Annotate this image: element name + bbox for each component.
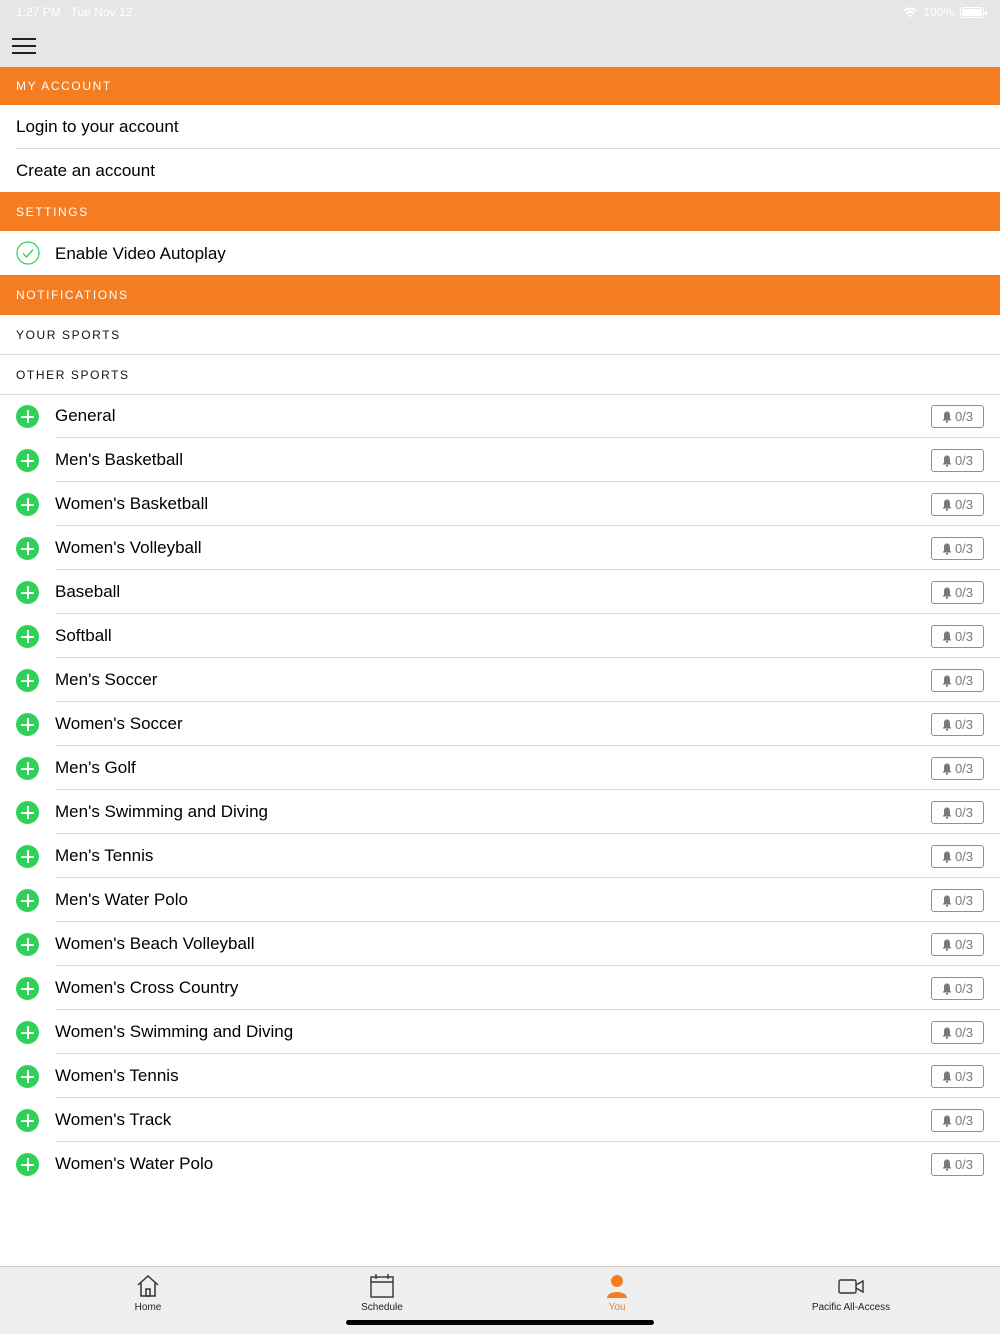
notification-count-badge[interactable]	[931, 1153, 984, 1176]
bell-icon	[942, 587, 952, 599]
video-camera-icon	[838, 1273, 864, 1299]
sport-row	[0, 834, 1000, 878]
notification-count-badge[interactable]	[931, 581, 984, 604]
notification-count: 0/3	[954, 849, 974, 864]
sport-name: Men's Tennis	[55, 846, 154, 865]
sport-row	[0, 1098, 1000, 1142]
sport-row	[0, 482, 1000, 526]
tab-home[interactable]	[23, 1267, 273, 1327]
notification-count-badge[interactable]	[931, 625, 984, 648]
add-circle-icon[interactable]	[16, 537, 39, 560]
home-icon	[135, 1273, 161, 1299]
tab-schedule[interactable]	[257, 1267, 507, 1327]
sport-row	[0, 790, 1000, 834]
sport-name: Women's Basketball	[55, 494, 209, 513]
bell-icon	[942, 631, 952, 643]
bell-icon	[942, 895, 952, 907]
notification-count-badge[interactable]	[931, 537, 984, 560]
sport-name: Men's Golf	[55, 758, 136, 777]
notification-count: 0/3	[954, 541, 974, 556]
battery-percent: 100%	[923, 5, 954, 19]
status-time: 1:27 PM Tue Nov 12	[16, 5, 133, 19]
sport-name: Men's Swimming and Diving	[55, 802, 268, 821]
sport-name: Women's Track	[55, 1110, 172, 1129]
add-circle-icon[interactable]	[16, 889, 39, 912]
tab-home-label: Home	[134, 1302, 162, 1313]
notification-count: 0/3	[954, 1113, 974, 1128]
sport-row	[0, 702, 1000, 746]
sport-name: Men's Basketball	[55, 450, 183, 469]
sport-row	[0, 394, 1000, 438]
notification-count: 0/3	[954, 893, 974, 908]
add-circle-icon[interactable]	[16, 1109, 39, 1132]
sport-name: Men's Water Polo	[55, 890, 188, 909]
nav-bar	[0, 24, 1000, 67]
bell-icon	[942, 939, 952, 951]
notification-count-badge[interactable]	[931, 757, 984, 780]
status-right	[903, 5, 984, 19]
notification-count-badge[interactable]	[931, 669, 984, 692]
notification-count-badge[interactable]	[931, 1065, 984, 1088]
notification-count: 0/3	[954, 761, 974, 776]
video-autoplay-label: Enable Video Autoplay	[55, 244, 226, 263]
tab-pacific-all-access[interactable]	[726, 1267, 976, 1327]
sport-name: Women's Cross Country	[55, 978, 239, 997]
wifi-icon	[903, 7, 917, 18]
notification-count: 0/3	[954, 409, 974, 424]
your-sports-label: YOUR SPORTS	[16, 328, 121, 342]
sport-row	[0, 922, 1000, 966]
notification-count: 0/3	[954, 629, 974, 644]
sport-name: Women's Soccer	[55, 714, 183, 733]
sport-row	[0, 746, 1000, 790]
bell-icon	[942, 1115, 952, 1127]
your-sports-header	[0, 315, 1000, 355]
bell-icon	[942, 719, 952, 731]
sport-row	[0, 878, 1000, 922]
add-circle-icon[interactable]	[16, 1153, 39, 1176]
add-circle-icon[interactable]	[16, 801, 39, 824]
sport-name: General	[55, 406, 116, 425]
sport-name: Softball	[55, 626, 112, 645]
notification-count: 0/3	[954, 497, 974, 512]
sport-row	[0, 658, 1000, 702]
tab-you-label: You	[608, 1302, 626, 1313]
video-autoplay-row[interactable]	[0, 231, 1000, 275]
sport-row	[0, 1054, 1000, 1098]
bell-icon	[942, 1159, 952, 1171]
notification-count: 0/3	[954, 981, 974, 996]
create-account-row[interactable]	[0, 149, 1000, 192]
sport-row	[0, 1142, 1000, 1186]
bell-icon	[942, 807, 952, 819]
add-circle-icon[interactable]	[16, 933, 39, 956]
sport-name: Women's Swimming and Diving	[55, 1022, 294, 1041]
sport-row	[0, 614, 1000, 658]
bell-icon	[942, 1071, 952, 1083]
section-header-my-account: MY ACCOUNT	[0, 67, 1000, 105]
hamburger-menu-icon[interactable]	[12, 38, 36, 54]
sport-name: Men's Soccer	[55, 670, 158, 689]
home-indicator	[346, 1320, 654, 1325]
other-sports-header	[0, 355, 1000, 395]
sport-name: Women's Volleyball	[55, 538, 202, 557]
bell-icon	[942, 763, 952, 775]
bell-icon	[942, 543, 952, 555]
notification-count-badge[interactable]	[931, 801, 984, 824]
create-account-label: Create an account	[16, 160, 155, 180]
bell-icon	[942, 1027, 952, 1039]
notification-count-badge[interactable]	[931, 713, 984, 736]
sport-row	[0, 438, 1000, 482]
add-circle-icon[interactable]	[16, 713, 39, 736]
add-circle-icon[interactable]	[16, 845, 39, 868]
section-header-settings: SETTINGS	[0, 192, 1000, 231]
add-circle-icon[interactable]	[16, 449, 39, 472]
notification-count-badge[interactable]	[931, 977, 984, 1000]
sport-name: Women's Tennis	[55, 1066, 179, 1085]
notification-count: 0/3	[954, 717, 974, 732]
tab-pacific-all-access-label: Pacific All-Access	[811, 1302, 891, 1313]
calendar-icon	[369, 1273, 395, 1299]
notification-count-badge[interactable]	[931, 493, 984, 516]
notification-count-badge[interactable]	[931, 933, 984, 956]
notification-count: 0/3	[954, 937, 974, 952]
add-circle-icon[interactable]	[16, 757, 39, 780]
add-circle-icon[interactable]	[16, 581, 39, 604]
add-circle-icon[interactable]	[16, 625, 39, 648]
status-bar	[0, 0, 1000, 24]
bell-icon	[942, 851, 952, 863]
sport-row	[0, 570, 1000, 614]
add-circle-icon[interactable]	[16, 669, 39, 692]
notification-count-badge[interactable]	[931, 889, 984, 912]
notification-count-badge[interactable]	[931, 1021, 984, 1044]
sport-name: Women's Water Polo	[55, 1154, 214, 1173]
add-circle-icon[interactable]	[16, 977, 39, 1000]
notification-count-badge[interactable]	[931, 449, 984, 472]
sport-row	[0, 526, 1000, 570]
add-circle-icon[interactable]	[16, 493, 39, 516]
notification-count: 0/3	[954, 673, 974, 688]
sport-row	[0, 1010, 1000, 1054]
tab-you[interactable]	[492, 1267, 742, 1327]
login-row[interactable]	[0, 105, 1000, 149]
notification-count: 0/3	[954, 805, 974, 820]
add-circle-icon[interactable]	[16, 1065, 39, 1088]
notification-count-badge[interactable]	[931, 845, 984, 868]
bell-icon	[942, 411, 952, 423]
sport-name: Baseball	[55, 582, 121, 601]
notification-count-badge[interactable]	[931, 1109, 984, 1132]
notification-count-badge[interactable]	[931, 405, 984, 428]
login-label: Login to your account	[16, 117, 179, 136]
other-sports-label: OTHER SPORTS	[16, 368, 130, 382]
notification-count: 0/3	[954, 1069, 974, 1084]
notification-count: 0/3	[954, 585, 974, 600]
notification-count: 0/3	[954, 1157, 974, 1172]
tab-schedule-label: Schedule	[361, 1302, 403, 1313]
notification-count: 0/3	[954, 453, 974, 468]
battery-icon	[960, 7, 984, 18]
notification-count: 0/3	[954, 1025, 974, 1040]
bell-icon	[942, 983, 952, 995]
bell-icon	[942, 499, 952, 511]
sport-row	[0, 966, 1000, 1010]
add-circle-icon[interactable]	[16, 1021, 39, 1044]
bell-icon	[942, 675, 952, 687]
bell-icon	[942, 455, 952, 467]
sport-name: Women's Beach Volleyball	[55, 934, 255, 953]
status-date: Tue Nov 12	[70, 5, 133, 19]
add-circle-icon[interactable]	[16, 405, 39, 428]
section-header-notifications: NOTIFICATIONS	[0, 275, 1000, 315]
checkmark-circle-icon[interactable]	[16, 241, 40, 265]
person-icon	[604, 1273, 630, 1299]
